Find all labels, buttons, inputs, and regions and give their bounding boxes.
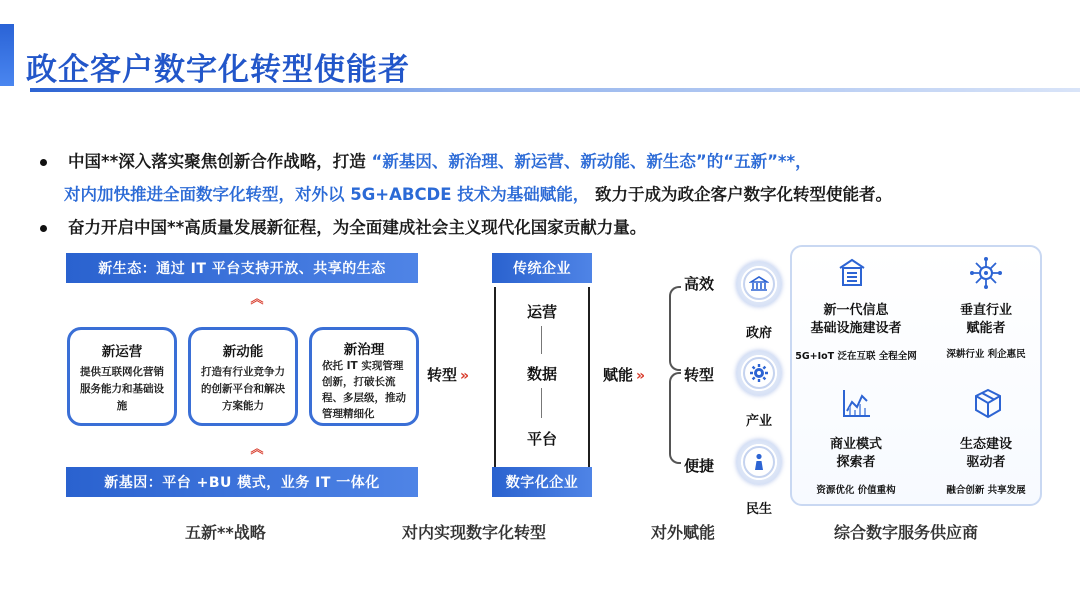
bullet-list [40,150,1070,249]
service-subtitle: 深耕行业 利企惠民 [946,349,1026,360]
gear-icon [749,363,769,383]
card-body: 依托 IT 实现管理创新，打破长流程、多层级，推动管理精细化 [322,360,406,420]
bullet-1-highlight: “新基因、新治理、新运营、新动能、新生态” [371,152,707,171]
transform-arrow-label [427,364,469,385]
right-chevron-icon: » [460,368,470,384]
livelihood-circle [736,439,782,485]
up-chevron-icon: ︽ [250,292,264,307]
circle-ring [743,446,775,478]
outcome-transform: 转型 [684,366,715,384]
bullet-dot [40,225,47,232]
bullet-dot [40,159,47,166]
service-subtitle: 5G+IoT 泛在互联 全程全网 [795,351,917,362]
card-title: 新动能 [222,344,264,360]
page-title: 政企客户数字化转型使能者 [26,52,410,88]
label-external-empower: 对外赋能 [651,523,716,542]
server-building-icon [836,256,868,288]
line-chart-icon [840,387,872,421]
person-icon [749,452,769,472]
target-government: 政府 [745,326,772,341]
bracket-lower [669,372,681,464]
transform-label-text: 转型 [427,366,458,384]
target-livelihood: 民生 [745,502,772,517]
card-new-governance [309,327,419,426]
bracket-upper [669,286,681,371]
card-title: 新运营 [101,344,143,360]
bullet-1-text: 中国**深入落实聚焦创新合作战略，打造 [68,152,372,171]
service-subtitle: 融合创新 共享发展 [946,485,1026,496]
label-digital-service-provider: 综合数字服务供应商 [834,523,979,542]
label-internal-transform: 对内实现数字化转型 [402,523,547,542]
industry-circle [736,350,782,396]
digital-enterprise-bar: 数字化企业 [492,467,592,497]
empower-label-text: 赋能 [603,366,634,384]
bullet-3-text: 奋力开启中国**高质量发展新征程，为全面建成社会主义现代化国家贡献力量。 [68,218,647,237]
transform-item-data: 数据 [526,365,557,383]
circle-ring [743,268,775,300]
outcome-efficient: 高效 [684,275,715,293]
card-new-operations [67,327,177,426]
bullet-2-text: 致力于成为政企客户数字化转型使能者。 [589,185,893,204]
network-node-icon [969,256,1003,290]
circle-ring [743,357,775,389]
card-new-momentum [188,327,298,426]
cube-box-icon [972,387,1004,421]
target-industry: 产业 [745,414,772,429]
connector-line [541,388,542,418]
government-building-icon [749,274,769,294]
government-circle [736,261,782,307]
new-gene-bar: 新基因：平台 +BU 模式，业务 IT 一体化 [66,467,418,497]
label-five-new-strategy: 五新**战略 [185,523,266,542]
card-body: 提供互联网化营销服务能力和基础设施 [80,366,164,412]
bullet-item-1 [40,150,1070,183]
right-chevron-icon: » [636,368,646,384]
service-title: 垂直行业 赋能者 [959,303,1012,336]
service-subtitle: 资源优化 价值重构 [816,485,896,496]
bullet-item-1-continued [40,183,1070,216]
service-title: 新一代信息 基础设施建设者 [810,303,902,336]
service-title: 生态建设 驱动者 [959,437,1012,470]
transform-item-platform: 平台 [526,430,557,448]
title-accent-bar [0,24,14,86]
transform-item-operations: 运营 [526,303,557,321]
bullet-1-tail: 的“五新”**， [706,152,812,171]
new-ecosystem-bar: 新生态：通过 IT 平台支持开放、共享的生态 [66,253,418,283]
empower-arrow-label [603,364,645,385]
card-body: 打造有行业竞争力的创新平台和解决方案能力 [201,366,285,412]
service-title: 商业模式 探索者 [829,437,882,470]
traditional-enterprise-bar: 传统企业 [492,253,592,283]
up-chevron-icon: ︽ [250,442,264,457]
outcome-convenient: 便捷 [684,457,715,475]
card-title: 新治理 [343,342,385,358]
connector-line [541,326,542,354]
title-underline [30,88,1080,92]
bullet-2-highlight: 对内加快推进全面数字化转型，对外以 5G+ABCDE 技术为基础赋能， [64,185,590,204]
